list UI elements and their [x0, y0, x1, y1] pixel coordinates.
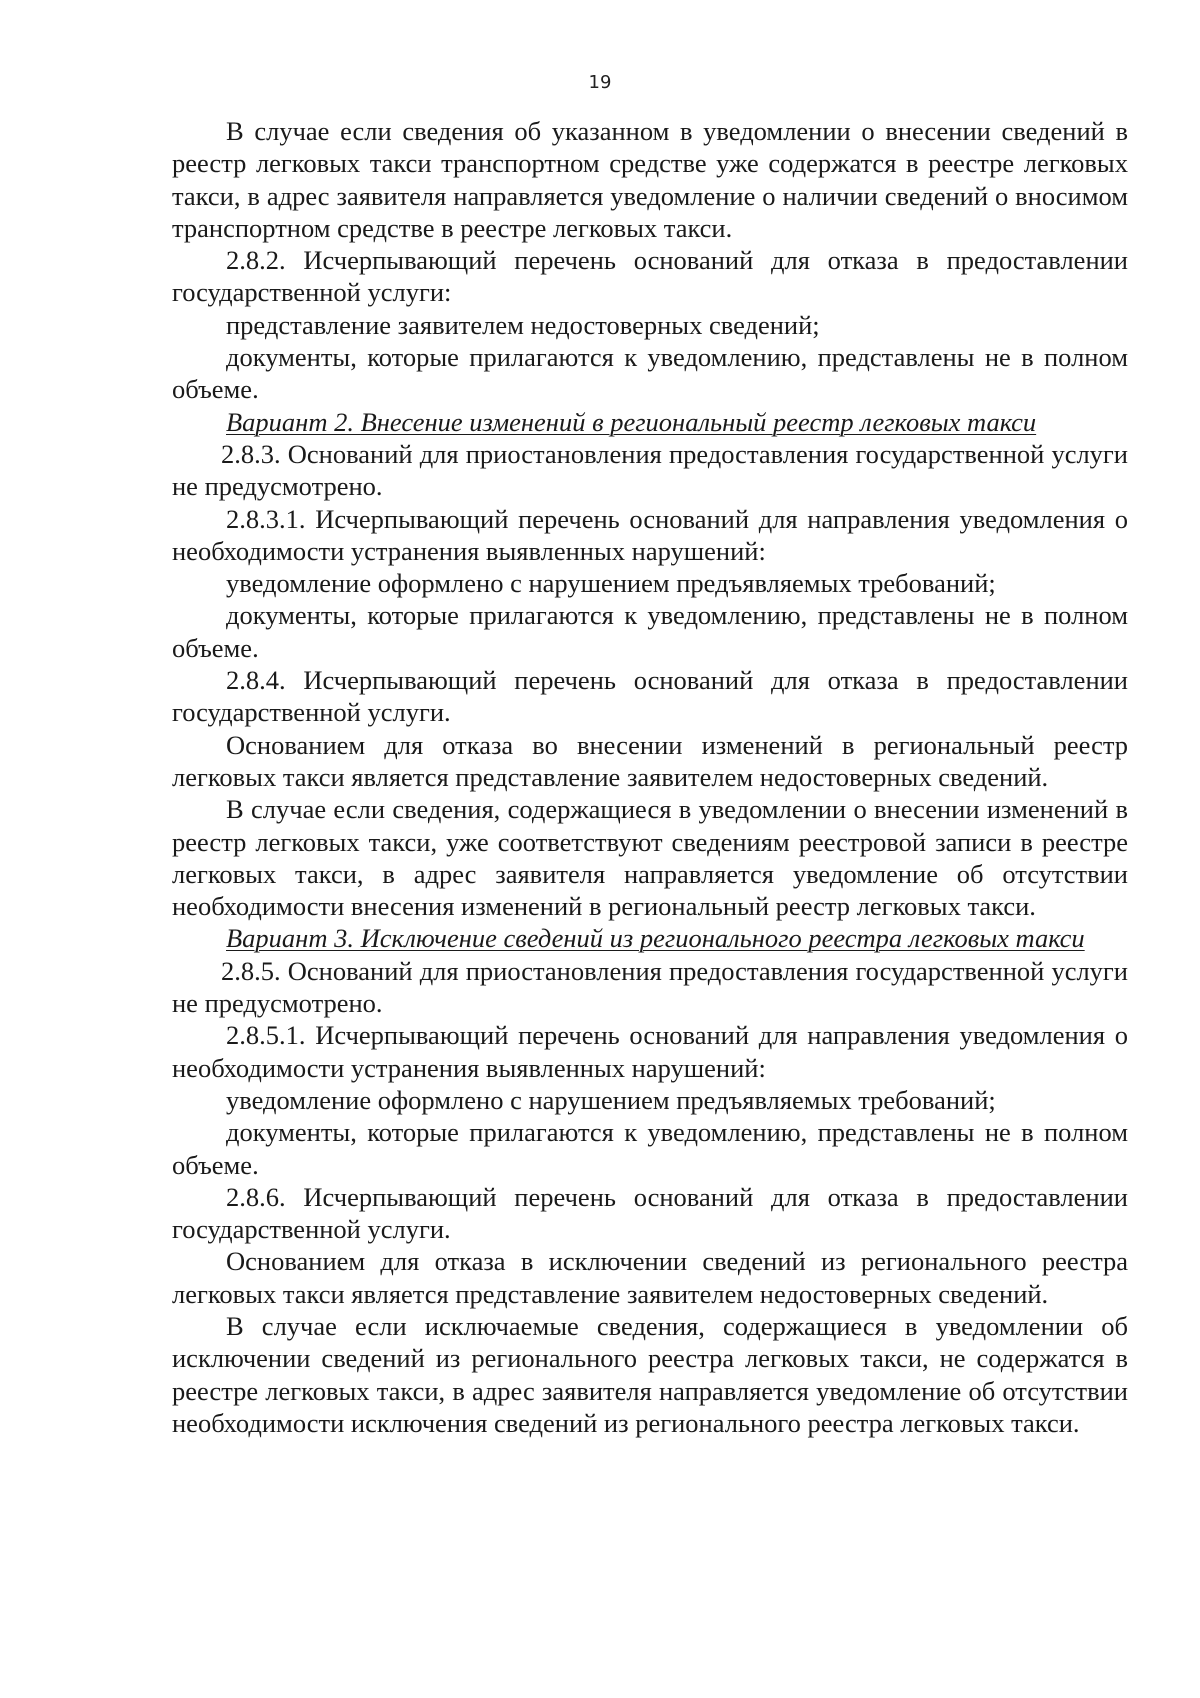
document-body: [172, 115, 1128, 1439]
paragraph-violation-ground-format: уведомление оформлено с нарушением предъявляемых требований;: [226, 568, 996, 599]
paragraph-violation-ground-format-2: уведомление оформлено с нарушением предъявляемых требований;: [226, 1084, 996, 1115]
heading-variant-3: Вариант 3. Исключение сведений из регионального реестра легковых такси: [226, 923, 1085, 954]
heading-variant-2: Вариант 2. Внесение изменений в региональный реестр легковых такси: [226, 406, 1037, 437]
page-number: 19: [588, 72, 612, 93]
paragraph-2-8-3-1: 2.8.3.1. Исчерпывающий перечень оснований для направления уведомления о необходимости устранения выявленных нарушений:: [172, 503, 1128, 566]
paragraph-2-8-4: 2.8.4. Исчерпывающий перечень оснований для отказа в предоставлении государственной услуги.: [172, 665, 1128, 728]
paragraph-existing-vehicle-notice: В случае если сведения об указанном в уведомлении о внесении сведений в реестр легковых такси транспортном средстве уже содержатся в реестре легковых такси, в адрес заявителя направляется уведомление о наличии сведений о вносимом транспортном средстве в реестре легковых такси.: [172, 116, 1128, 243]
paragraph-violation-ground-incomplete-docs: документы, которые прилагаются к уведомлению, представлены не в полном объеме.: [172, 600, 1128, 663]
paragraph-2-8-2: 2.8.2. Исчерпывающий перечень оснований для отказа в предоставлении государственной услуги:: [172, 245, 1128, 308]
paragraph-refusal-basis-changes: Основанием для отказа во внесении изменений в региональный реестр легковых такси является представление заявителем недостоверных сведений.: [172, 729, 1128, 792]
paragraph-2-8-3: 2.8.3. Оснований для приостановления предоставления государственной услуги не предусмотрено.: [172, 438, 1128, 502]
paragraph-refusal-ground-false-info: представление заявителем недостоверных сведений;: [226, 309, 820, 340]
paragraph-2-8-5-1: 2.8.5.1. Исчерпывающий перечень оснований для направления уведомления о необходимости устранения выявленных нарушений:: [172, 1020, 1128, 1083]
paragraph-2-8-5: 2.8.5. Оснований для приостановления предоставления государственной услуги не предусмотрено.: [172, 955, 1128, 1019]
paragraph-refusal-ground-incomplete-docs: документы, которые прилагаются к уведомлению, представлены не в полном объеме.: [172, 342, 1128, 405]
paragraph-refusal-basis-exclusion: Основанием для отказа в исключении сведений из регионального реестра легковых такси является представление заявителем недостоверных сведений.: [172, 1246, 1128, 1309]
paragraph-violation-ground-incomplete-docs-2: документы, которые прилагаются к уведомлению, представлены не в полном объеме.: [172, 1117, 1128, 1180]
paragraph-no-changes-needed-notice: В случае если сведения, содержащиеся в уведомлении о внесении изменений в реестр легковых такси, уже соответствуют сведениям реестровой записи в реестре легковых такси, в адрес заявителя направляется уведомление об отсутствии необходимости внесения изменений в региональный реестр легковых такси.: [172, 794, 1128, 922]
paragraph-no-exclusion-needed-notice: В случае если исключаемые сведения, содержащиеся в уведомлении об исключении сведений из регионального реестра легковых такси, не содержатся в реестре легковых такси, в адрес заявителя направляется уведомление об отсутствии необходимости исключения сведений из регионального реестра легковых такси.: [172, 1310, 1128, 1438]
paragraph-2-8-6: 2.8.6. Исчерпывающий перечень оснований для отказа в предоставлении государственной услуги.: [172, 1181, 1128, 1245]
